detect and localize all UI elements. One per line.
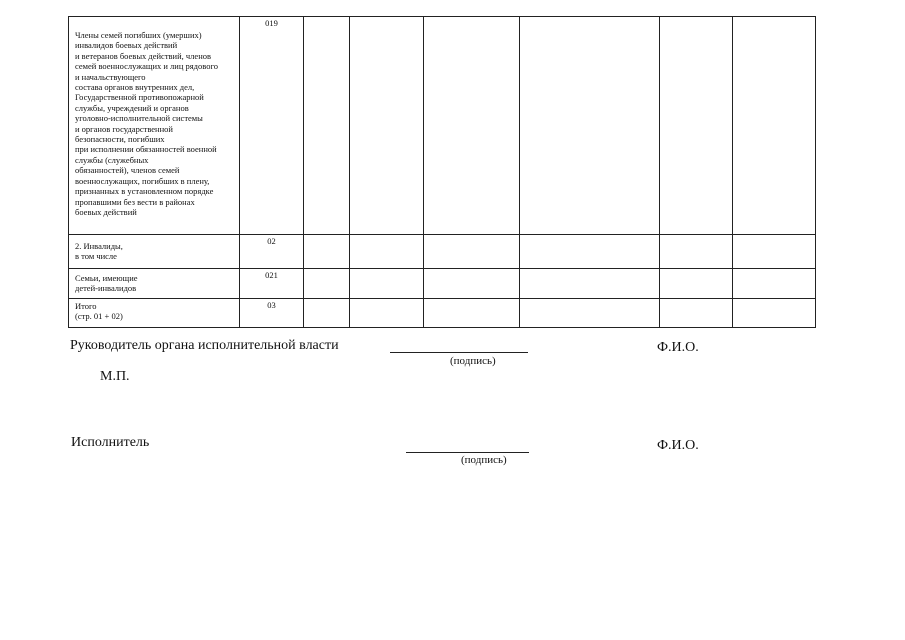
statistics-table (68, 16, 816, 328)
data-cell (660, 235, 733, 269)
row-label-cell (69, 299, 240, 328)
row-label-line: службы, учреждений и органов (75, 102, 189, 113)
row-label-line: в том числе (75, 251, 117, 262)
row-label-line: Семьи, имеющие (75, 273, 138, 283)
data-cell (520, 17, 660, 235)
data-cell (424, 269, 520, 299)
row-label-line: военнослужащих, погибших в плену, (75, 175, 210, 186)
head-signature-caption: (подпись) (450, 355, 496, 367)
table-row (69, 299, 816, 328)
table-body (69, 17, 816, 328)
row-label-line: службы (служебных (75, 154, 149, 165)
head-fio-label: Ф.И.О. (657, 340, 699, 355)
row-label-line: (стр. 01 + 02) (75, 311, 123, 322)
row-label-line: уголовно-исполнительной системы (75, 113, 203, 124)
data-cell (733, 299, 816, 328)
row-label-line: признанных в установленном порядке (75, 186, 214, 197)
row-label-cell (69, 17, 240, 235)
data-cell (733, 235, 816, 269)
data-cell (350, 235, 424, 269)
table-row (69, 235, 816, 269)
data-cell (660, 17, 733, 235)
data-cell (660, 269, 733, 299)
data-cell (733, 17, 816, 235)
row-label-line: Итого (75, 301, 97, 311)
data-cell (350, 299, 424, 328)
data-cell (733, 269, 816, 299)
row-label-line: детей-инвалидов (75, 283, 137, 294)
data-cell (660, 299, 733, 328)
data-cell (424, 235, 520, 269)
row-label-line: и ветеранов боевых действий, членов (75, 50, 212, 61)
row-code: 03 (240, 299, 304, 328)
executor-fio-label: Ф.И.О. (657, 438, 699, 453)
data-cell (520, 235, 660, 269)
row-label-cell (69, 235, 240, 269)
row-label-cell (69, 269, 240, 299)
head-signature-line (390, 338, 528, 353)
data-cell (304, 299, 350, 328)
row-label-line: Члены семей погибших (умерших) (75, 30, 202, 40)
row-code: 021 (240, 269, 304, 299)
data-cell (424, 299, 520, 328)
row-label-line: состава органов внутренних дел, (75, 82, 195, 93)
data-cell (350, 269, 424, 299)
data-cell (520, 269, 660, 299)
row-label-line: при исполнении обязанностей военной (75, 144, 217, 155)
data-cell (424, 17, 520, 235)
data-cell (304, 17, 350, 235)
data-cell (520, 299, 660, 328)
row-label-line: семей военнослужащих и лиц рядового (75, 61, 218, 72)
row-label-line: пропавшими без вести в районах (75, 196, 195, 207)
data-cell (304, 269, 350, 299)
table-row (69, 269, 816, 299)
row-label-line: безопасности, погибших (75, 134, 165, 145)
row-label-line: Государственной противопожарной (75, 92, 204, 103)
head-signature-label: Руководитель органа исполнительной власти (70, 338, 339, 353)
row-label-line: 2. Инвалиды, (75, 241, 123, 251)
row-label-line: инвалидов боевых действий (75, 40, 178, 51)
executor-signature-caption: (подпись) (461, 454, 507, 466)
table-row (69, 17, 816, 235)
row-code: 02 (240, 235, 304, 269)
data-cell (304, 235, 350, 269)
stamp-placeholder: М.П. (100, 369, 130, 384)
executor-signature-line (406, 438, 529, 453)
row-label-line: боевых действий (75, 206, 137, 217)
row-label-line: обязанностей), членов семей (75, 165, 180, 176)
data-cell (350, 17, 424, 235)
executor-label: Исполнитель (71, 435, 150, 450)
row-code: 019 (240, 17, 304, 235)
row-label-line: и начальствующего (75, 71, 146, 82)
row-label-line: и органов государственной (75, 123, 173, 134)
